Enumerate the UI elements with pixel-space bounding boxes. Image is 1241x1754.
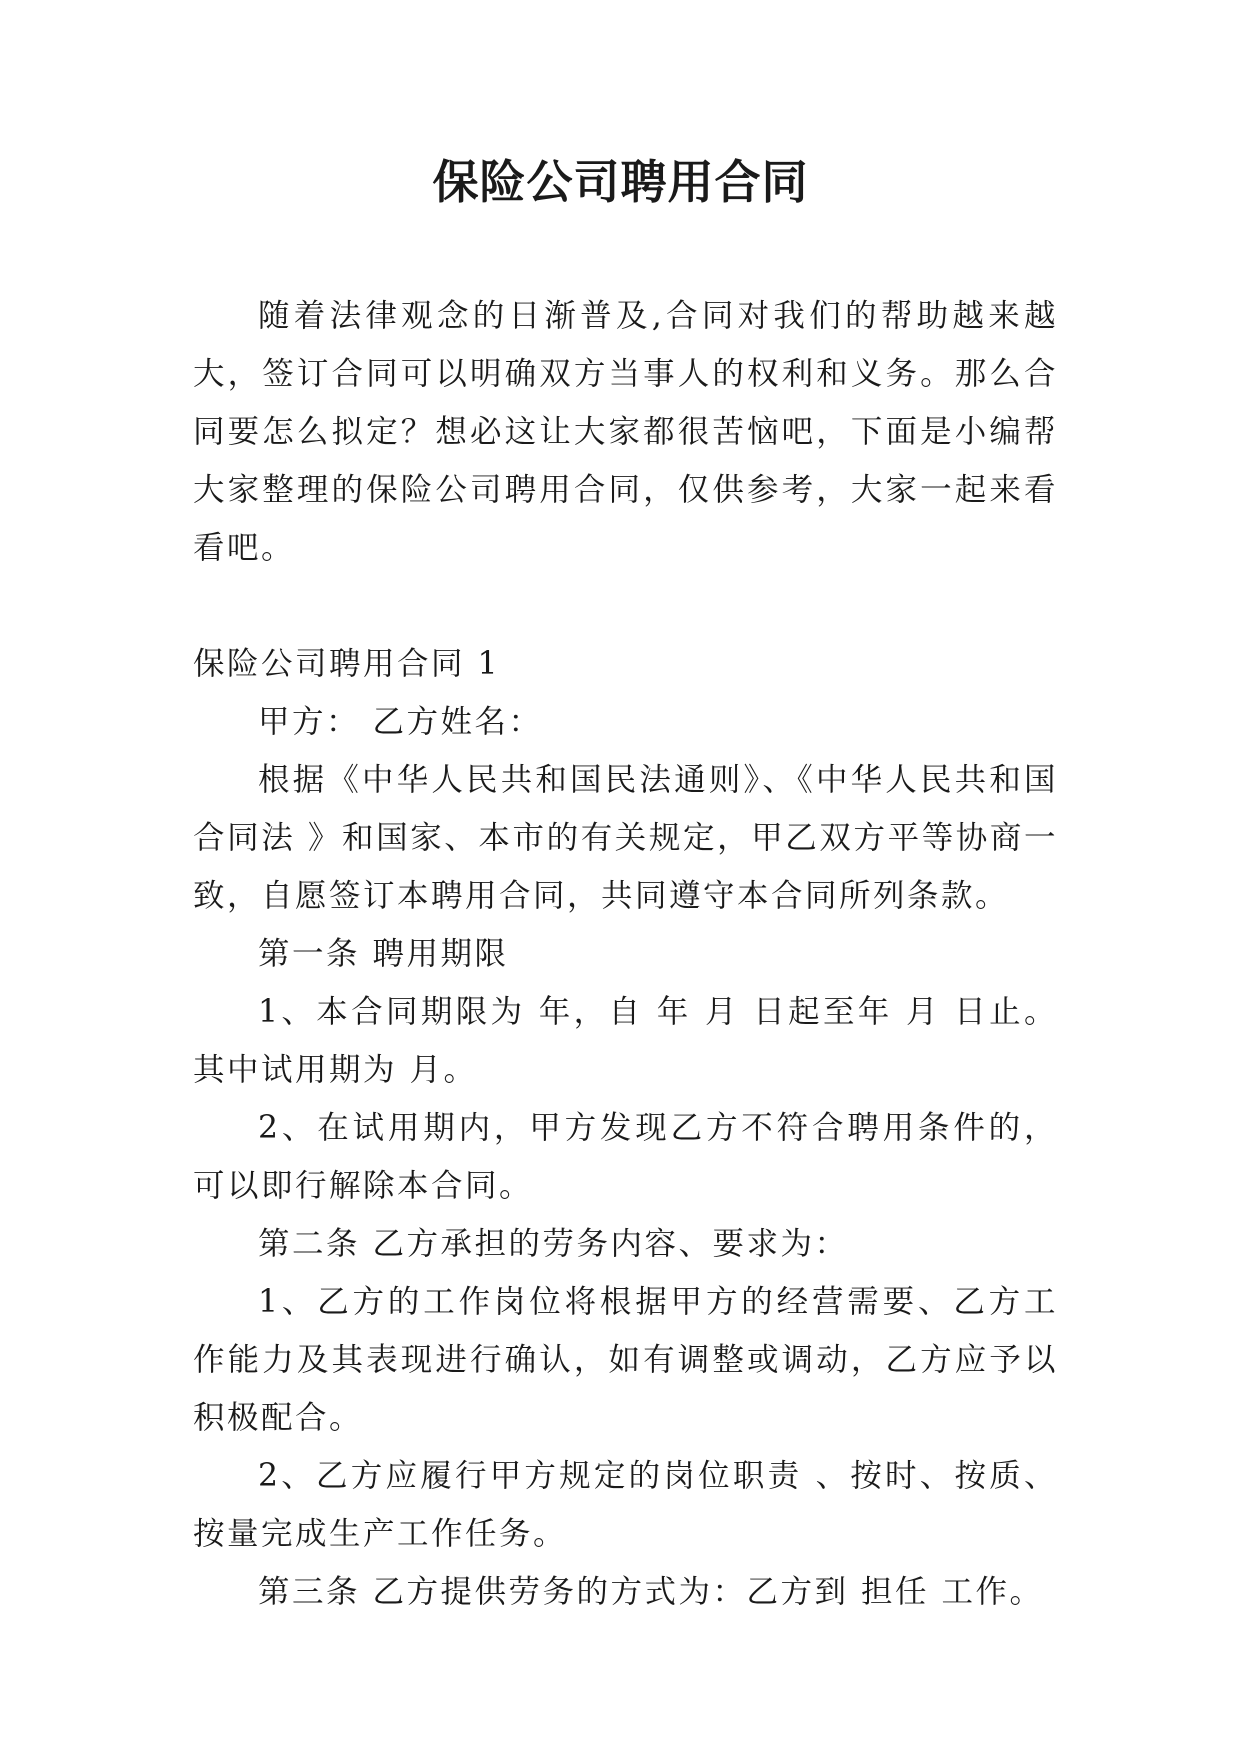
article2-item2: 2、乙方应履行甲方规定的岗位职责 、按时、按质、按量完成生产工作任务。: [193, 1458, 1058, 1552]
article2-title: 第二条 乙方承担的劳务内容、要求为：: [258, 1226, 849, 1262]
article1-item2: 2、在试用期内，甲方发现乙方不符合聘用条件的，可以即行解除本合同。: [193, 1110, 1058, 1204]
document-title: 保险公司聘用合同: [432, 155, 809, 209]
intro-paragraph: 随着法律观念的日渐普及,合同对我们的帮助越来越大，签订合同可以明确双方当事人的权利和义务。那么合同要怎么拟定？想必这让大家都很苦恼吧，下面是小编帮大家整理的保险公司聘用合同，仅供参考，大家一起来看看吧。: [193, 298, 1058, 566]
article3-title: 第三条 乙方提供劳务的方式为：乙方到 担任 工作。: [258, 1574, 1044, 1610]
article1-title: 第一条 聘用期限: [258, 936, 509, 972]
article1-item1: 1、本合同期限为 年，自 年 月 日起至年 月 日止。其中试用期为 月。: [193, 994, 1058, 1088]
article2-item1: 1、乙方的工作岗位将根据甲方的经营需要、乙方工作能力及其表现进行确认，如有调整或调动，乙方应予以积极配合。: [193, 1284, 1058, 1436]
preamble-paragraph: 根据《中华人民共和国民法通则》、《中华人民共和国合同法 》和国家、本市的有关规定，甲乙双方平等协商一致，自愿签订本聘用合同，共同遵守本合同所列条款。: [193, 762, 1058, 914]
section-heading: 保险公司聘用合同 1: [193, 646, 501, 682]
parties-line: 甲方： 乙方姓名：: [258, 704, 543, 740]
document-body: [193, 287, 1058, 1621]
